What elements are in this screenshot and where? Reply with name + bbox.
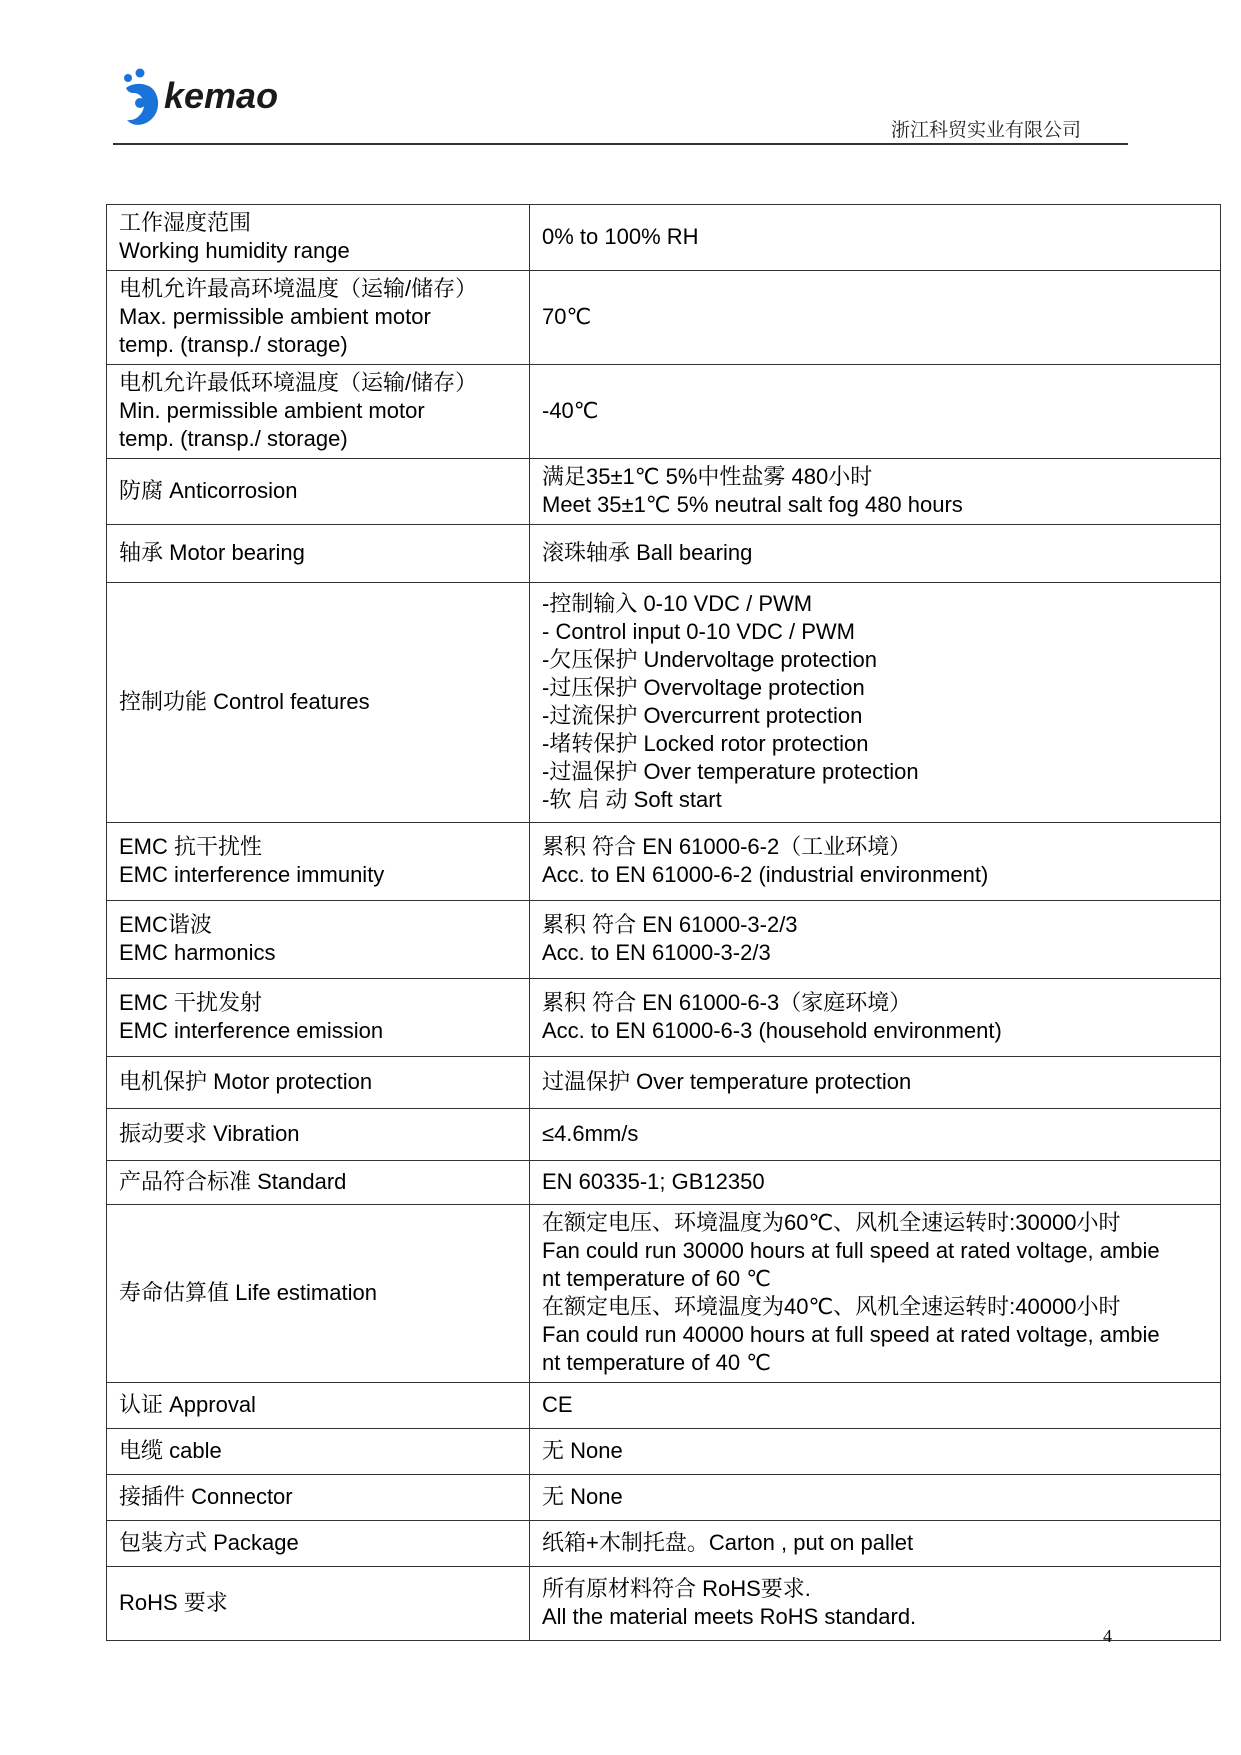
spec-row xyxy=(107,205,1221,271)
spec-label-line: 防腐 Anticorrosion xyxy=(119,478,298,503)
spec-label-cell xyxy=(107,1205,530,1383)
spec-label-cell xyxy=(107,1475,530,1521)
spec-label-line: temp. (transp./ storage) xyxy=(119,426,348,451)
spec-value-line: 所有原材料符合 RoHS要求. xyxy=(542,1576,811,1601)
spec-label-line: EMC interference emission xyxy=(119,1018,384,1043)
spec-value-line: -控制输入 0-10 VDC / PWM xyxy=(542,591,813,616)
spec-label-cell xyxy=(107,205,530,271)
spec-label-line: 认证 Approval xyxy=(119,1392,256,1417)
spec-value-line: -欠压保护 Undervoltage protection xyxy=(542,647,878,672)
spec-label-cell xyxy=(107,365,530,459)
spec-label-line: 电机允许最高环境温度（运输/储存） xyxy=(119,276,478,301)
header-divider xyxy=(113,143,1128,145)
spec-value-line: 无 None xyxy=(542,1438,623,1463)
spec-value-cell xyxy=(530,205,1221,271)
spec-value-line: 无 None xyxy=(542,1484,623,1509)
spec-label-line: 电机允许最低环境温度（运输/储存） xyxy=(119,370,478,395)
spec-label-line: 电机保护 Motor protection xyxy=(119,1069,373,1094)
spec-label-line: 工作湿度范围 xyxy=(119,210,252,235)
spec-value-cell xyxy=(530,1521,1221,1567)
spec-value-line: -过温保护 Over temperature protection xyxy=(542,759,919,784)
spec-value-cell xyxy=(530,365,1221,459)
spec-value-cell xyxy=(530,1475,1221,1521)
kemao-logo xyxy=(118,68,308,132)
spec-value-line: -软 启 动 Soft start xyxy=(542,787,722,812)
spec-value-cell xyxy=(530,1205,1221,1383)
spec-label-line: 包装方式 Package xyxy=(119,1530,299,1555)
spec-value-line: CE xyxy=(542,1392,573,1417)
spec-value-line: ≤4.6mm/s xyxy=(542,1121,639,1146)
spec-label-cell xyxy=(107,1383,530,1429)
spec-label-line: 轴承 Motor bearing xyxy=(119,540,305,565)
logo-wordmark: kemao xyxy=(164,75,279,116)
spec-row xyxy=(107,1567,1221,1641)
spec-row xyxy=(107,1109,1221,1161)
spec-row xyxy=(107,459,1221,525)
spec-value-line: -过流保护 Overcurrent protection xyxy=(542,703,863,728)
spec-label-line: Min. permissible ambient motor xyxy=(119,398,425,423)
spec-label-line: EMC 抗干扰性 xyxy=(119,834,263,859)
spec-row xyxy=(107,1475,1221,1521)
spec-label-line: 振动要求 Vibration xyxy=(119,1121,300,1146)
spec-label-line: 产品符合标准 Standard xyxy=(119,1169,347,1194)
spec-value-line: 在额定电压、环境温度为60℃、风机全速运转时:30000小时 xyxy=(542,1210,1121,1235)
spec-value-line: EN 60335-1; GB12350 xyxy=(542,1169,765,1194)
spec-label-line: 控制功能 Control features xyxy=(119,689,370,714)
spec-value-line: 在额定电压、环境温度为40℃、风机全速运转时:40000小时 xyxy=(542,1294,1121,1319)
spec-label-cell xyxy=(107,901,530,979)
spec-label-line: 接插件 Connector xyxy=(119,1484,293,1509)
spec-label-line: 寿命估算值 Life estimation xyxy=(119,1280,377,1305)
spec-label-cell xyxy=(107,823,530,901)
spec-row xyxy=(107,1205,1221,1383)
spec-value-cell xyxy=(530,459,1221,525)
spec-row xyxy=(107,525,1221,583)
specification-table xyxy=(106,204,1221,1641)
spec-label-line: EMC interference immunity xyxy=(119,862,385,887)
spec-value-cell xyxy=(530,525,1221,583)
spec-value-cell xyxy=(530,1567,1221,1641)
spec-label-line: EMC谐波 xyxy=(119,912,212,937)
spec-value-cell xyxy=(530,583,1221,823)
spec-row xyxy=(107,1383,1221,1429)
spec-value-line: All the material meets RoHS standard. xyxy=(542,1604,917,1629)
spec-row xyxy=(107,1161,1221,1205)
spec-value-line: 累积 符合 EN 61000-6-2（工业环境） xyxy=(542,834,912,859)
spec-row xyxy=(107,823,1221,901)
spec-label-line: temp. (transp./ storage) xyxy=(119,332,348,357)
spec-row xyxy=(107,1429,1221,1475)
company-name: 浙江科贸实业有限公司 xyxy=(890,119,1081,141)
spec-label-line: Max. permissible ambient motor xyxy=(119,304,431,329)
spec-label-cell xyxy=(107,1567,530,1641)
spec-value-line: 满足35±1℃ 5%中性盐雾 480小时 xyxy=(542,464,873,489)
spec-value-line: -40℃ xyxy=(542,398,599,423)
spec-value-line: 滚珠轴承 Ball bearing xyxy=(542,540,753,565)
spec-label-cell xyxy=(107,1109,530,1161)
spec-value-line: -过压保护 Overvoltage protection xyxy=(542,675,865,700)
page-number: 4 xyxy=(1103,1626,1112,1646)
spec-value-cell xyxy=(530,1161,1221,1205)
spec-row xyxy=(107,1521,1221,1567)
spec-value-line: nt temperature of 60 ℃ xyxy=(542,1266,771,1291)
spec-label-line: RoHS 要求 xyxy=(119,1590,228,1615)
spec-value-line: 纸箱+木制托盘。Carton , put on pallet xyxy=(542,1530,914,1555)
spec-value-cell xyxy=(530,1383,1221,1429)
spec-label-cell xyxy=(107,271,530,365)
spec-label-cell xyxy=(107,1429,530,1475)
spec-row xyxy=(107,271,1221,365)
spec-label-cell xyxy=(107,1057,530,1109)
spec-value-cell xyxy=(530,979,1221,1057)
spec-row xyxy=(107,1057,1221,1109)
spec-value-line: Fan could run 30000 hours at full speed at rated voltage, ambie xyxy=(542,1238,1160,1263)
spec-value-line: nt temperature of 40 ℃ xyxy=(542,1350,771,1375)
spec-label-cell xyxy=(107,583,530,823)
spec-value-cell xyxy=(530,823,1221,901)
spec-value-line: Acc. to EN 61000-6-2 (industrial environment) xyxy=(542,862,989,887)
spec-value-cell xyxy=(530,271,1221,365)
spec-label-cell xyxy=(107,1161,530,1205)
spec-label-line: EMC 干扰发射 xyxy=(119,990,263,1015)
spec-value-cell xyxy=(530,1429,1221,1475)
spec-value-cell xyxy=(530,1057,1221,1109)
spec-value-line: 累积 符合 EN 61000-3-2/3 xyxy=(542,912,798,937)
spec-value-line: 0% to 100% RH xyxy=(542,224,699,249)
spec-value-line: - Control input 0-10 VDC / PWM xyxy=(542,619,855,644)
spec-value-line: Fan could run 40000 hours at full speed at rated voltage, ambie xyxy=(542,1322,1160,1347)
spec-label-line: 电缆 cable xyxy=(119,1438,222,1463)
spec-value-line: Acc. to EN 61000-3-2/3 xyxy=(542,940,771,965)
spec-value-line: 70℃ xyxy=(542,304,592,329)
spec-label-cell xyxy=(107,525,530,583)
spec-row xyxy=(107,365,1221,459)
spec-value-cell xyxy=(530,1109,1221,1161)
spec-label-cell xyxy=(107,1521,530,1567)
spec-label-line: EMC harmonics xyxy=(119,940,276,965)
spec-row xyxy=(107,901,1221,979)
spec-row xyxy=(107,979,1221,1057)
spec-value-cell xyxy=(530,901,1221,979)
spec-value-line: 过温保护 Over temperature protection xyxy=(542,1069,912,1094)
spec-label-cell xyxy=(107,979,530,1057)
spec-value-line: 累积 符合 EN 61000-6-3（家庭环境） xyxy=(542,990,912,1015)
spec-row xyxy=(107,583,1221,823)
spec-label-cell xyxy=(107,459,530,525)
spec-value-line: Meet 35±1℃ 5% neutral salt fog 480 hours xyxy=(542,492,963,517)
spec-value-line: Acc. to EN 61000-6-3 (household environment) xyxy=(542,1018,1002,1043)
spec-value-line: -堵转保护 Locked rotor protection xyxy=(542,731,869,756)
spec-label-line: Working humidity range xyxy=(119,238,350,263)
